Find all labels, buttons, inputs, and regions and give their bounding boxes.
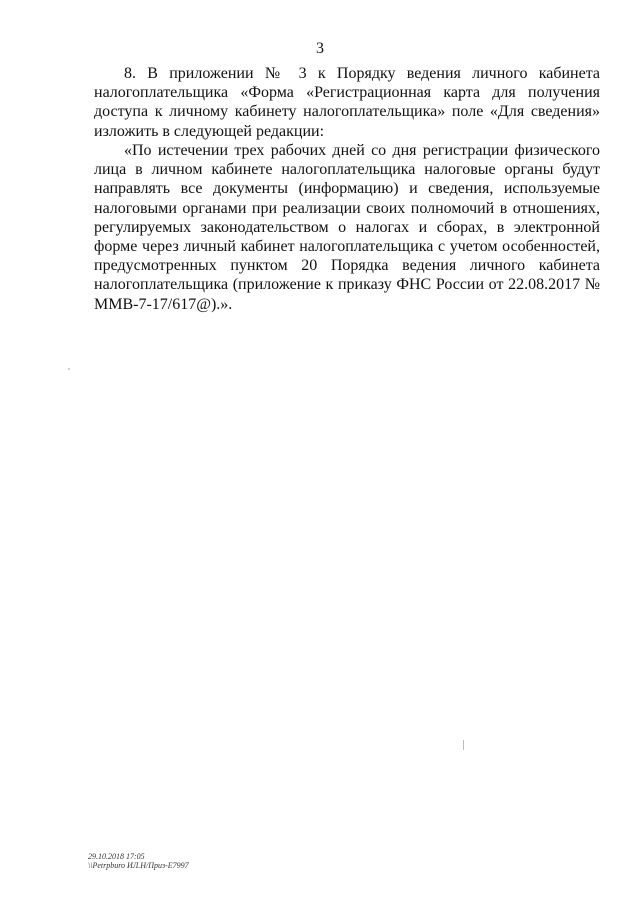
paragraph-block — [94, 64, 600, 141]
scan-artifact — [68, 368, 70, 370]
footer-reference: \\Petrpburo ИЛ.Н/Приз-Е7997 — [88, 861, 189, 870]
paragraph-item-8: 8. В приложении № 3 к Порядку ведения личного кабинета налогоплательщика «Форма «Регистрационная карта для получения доступа к личному кабинету налогоплательщика» поле «Для сведения» изложить в следующей редакции: — [94, 65, 600, 140]
paragraph-quoted-text: «По истечении трех рабочих дней со дня регистрации физического лица в личном кабинете налогоплательщика налоговые органы будут направлять все документы (информацию) и сведения, используемые налоговыми органами при реализации своих полномочий в отношениях, регулируемых законодательством о налогах и сборах, в электронной форме через личный кабинет налогоплательщика с учетом особенностей, предусмотренных пунктом 20 Порядка ведения личного кабинета налогоплательщика (приложение к приказу ФНС России от 22.08.2017 № ММВ-7-17/617@).». — [94, 142, 600, 313]
paragraph-block — [94, 141, 600, 314]
document-footer — [88, 852, 189, 870]
footer-timestamp: 29.10.2018 17:05 — [88, 852, 145, 861]
scan-artifact — [463, 740, 464, 750]
page-number: 3 — [316, 40, 324, 57]
